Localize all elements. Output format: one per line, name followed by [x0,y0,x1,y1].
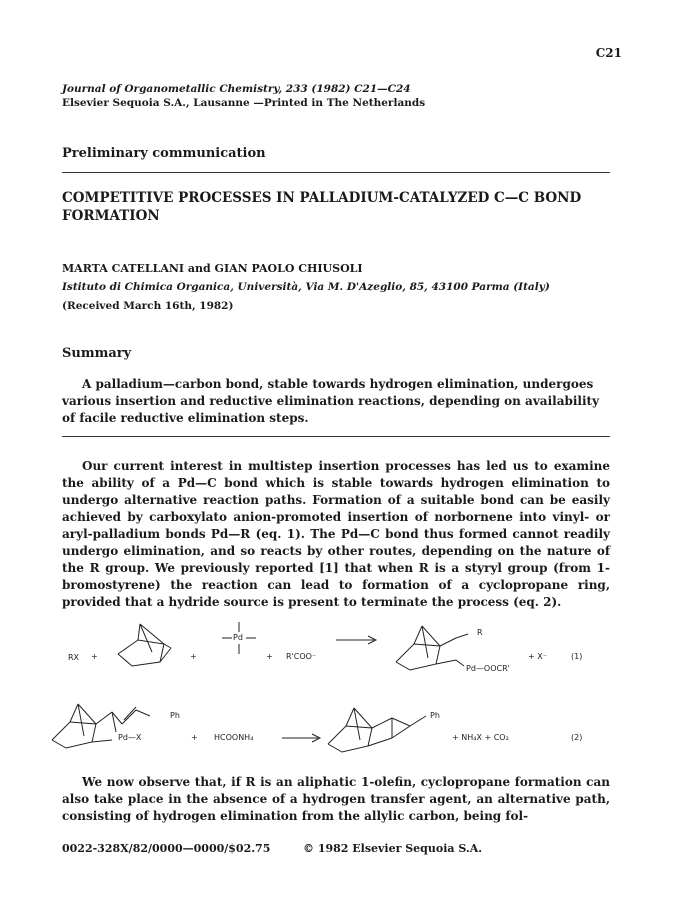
footer-copyright: © 1982 Elsevier Sequoia S.A. [303,842,483,855]
eq1-plus-2: + [190,652,197,661]
eq2-product-ph: Ph [430,711,440,720]
eq1-carboxylate: R'COO⁻ [286,652,317,661]
affiliation: Istituto di Chimica Organica, Università, Via M. D'Azeglio, 85, 43100 Parma (Italy) [62,281,550,293]
reaction-arrow-1 [336,636,376,644]
body-paragraph-1 [62,458,610,611]
eq1-pd: Pd [233,633,243,642]
eq1-number: (1) [571,652,583,661]
summary-heading: Summary [62,346,132,361]
footer-code: 0022-328X/82/0000—0000/$02.75 [62,842,271,855]
journal-line-1: Journal of Organometallic Chemistry, 233 (1982) C21—C24 [62,83,411,95]
eq1-plus-3: + [266,652,273,661]
top-rule [62,172,610,173]
eq1-plus-1: + [91,652,98,661]
product-structure-2 [328,708,426,752]
journal-citation [62,82,425,110]
eq1-product-r: R [477,628,483,637]
authors: MARTA CATELLANI and GIAN PAOLO CHIUSOLI [62,262,363,275]
body-paragraph-2 [62,774,610,825]
paragraph-1-text: Our current interest in multistep insertion processes has led us to examine the ability of a Pd—C bond which is stable towards hydrogen elimination to undergo alternative reaction paths. Formation of a suitable bond can be easily achieved by carboxylato anion-promoted insertion of norbornene into vinyl- or aryl-palladium bonds Pd—R (eq. 1). The Pd—C bond thus formed cannot readily undergo elimination, and so reacts by other routes, depending on the nature of the R group. We previously reported [1] that when R is a styryl group (from 1-bromostyrene) the reaction can lead to formation of a cyclopropane ring, provided that a hydride source is present to terminate the process (eq. 2). [62,459,610,609]
eq2-reagent: HCOONH₄ [214,733,254,742]
summary-body: A palladium—carbon bond, stable towards hydrogen elimination, undergoes various insertion and reductive elimination reactions, depending on availability of facile reductive elimination steps. [62,377,600,425]
norbornene-structure [118,624,171,666]
reaction-arrow-2 [282,734,320,742]
eq1-byproduct: + X⁻ [528,652,547,661]
eq2-byproducts: + NH₄X + CO₂ [452,733,509,742]
eq2-number: (2) [571,733,583,742]
eq2-reactant-ph: Ph [170,711,180,720]
eq1-product-pd: Pd—OOCR' [466,664,510,673]
product-structure-1 [396,626,468,670]
journal-line-2: Elsevier Sequoia S.A., Lausanne —Printed in The Netherlands [62,97,426,109]
page-number: C21 [595,46,622,60]
eq1-rx: RX [68,653,80,662]
eq2-plus: + [191,733,198,742]
summary-rule [62,436,610,437]
section-label: Preliminary communication [62,146,266,161]
article-title: COMPETITIVE PROCESSES IN PALLADIUM-CATALYZED C—C BOND FORMATION [62,190,582,224]
paragraph-2-text: We now observe that, if R is an aliphatic 1-olefin, cyclopropane formation can also take place in the absence of a hydrogen transfer agent, an alternative path, consisting of hydrogen elimination from the allylic carbon, being fol- [62,775,610,823]
summary-text [62,376,610,427]
eq2-reactant-pd: Pd—X [118,733,142,742]
received-date: (Received March 16th, 1982) [62,300,234,312]
